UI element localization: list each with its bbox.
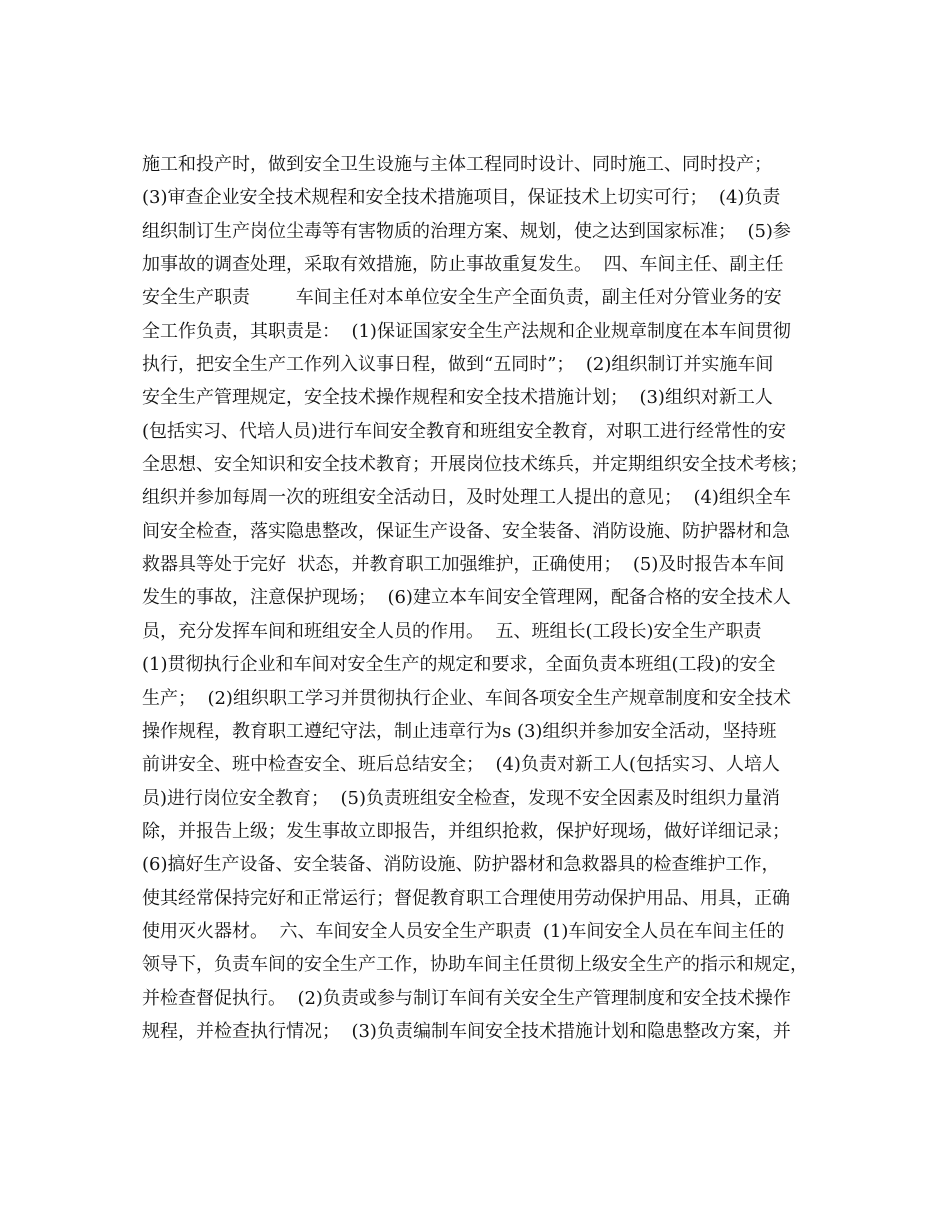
text-line-5: 安全生产职责 车间主任对本单位安全生产全面负责，副主任对分管业务的安 bbox=[142, 287, 782, 309]
text-line-26: 并检查督促执行。 (2)负责或参与制订车间有关安全生产管理制度和安全技术操作 bbox=[142, 987, 791, 1009]
text-line-2: (3)审查企业安全技术规程和安全技术措施项目，保证技术上切实可行； (4)负责 bbox=[142, 187, 781, 209]
body-text bbox=[142, 148, 822, 1048]
text-line-16: (1)贯彻执行企业和车间对安全生产的规定和要求，全面负责本班组(工段)的安全 bbox=[142, 654, 776, 676]
text-line-22: (6)搞好生产设备、安全装备、消防设施、防护器材和急救器具的检查维护工作， bbox=[142, 854, 780, 876]
text-line-9: (包括实习、代培人员)进行车间安全教育和班组安全教育，对职工进行经常性的安 bbox=[142, 420, 787, 442]
text-line-15: 员，充分发挥车间和班组安全人员的作用。 五、班组长(工段长)安全生产职责 bbox=[142, 620, 762, 642]
text-line-19: 前讲安全、班中检查安全、班后总结安全； (4)负责对新工人(包括实习、人培人 bbox=[142, 754, 780, 776]
text-line-1: 施工和投产时，做到安全卫生设施与主体工程同时设计、同时施工、同时投产； bbox=[142, 154, 772, 175]
text-line-11: 组织并参加每周一次的班组安全活动日，及时处理工人提出的意见； (4)组织全车 bbox=[142, 487, 791, 509]
text-line-8: 安全生产管理规定，安全技术操作规程和安全技术措施计划； (3)组织对新工人 bbox=[142, 387, 773, 409]
text-line-3: 组织制订生产岗位尘毒等有害物质的治理方案、规划，使之达到国家标准； (5)参 bbox=[142, 220, 791, 242]
text-line-24: 使用灭火器材。 六、车间安全人员安全生产职责 (1)车间安全人员在车间主任的 bbox=[142, 920, 785, 942]
text-line-7: 执行，把安全生产工作列入议事日程，做到“五同时”； (2)组织制订并实施车间 bbox=[142, 354, 774, 376]
text-line-25: 领导下，负责车间的安全生产工作，协助车间主任贯彻上级安全生产的指示和规定， bbox=[142, 954, 808, 976]
text-line-27: 规程，并检查执行情况； (3)负责编制车间安全技术措施计划和隐患整改方案，并 bbox=[142, 1020, 791, 1042]
text-line-10: 全思想、安全知识和安全技术教育；开展岗位技术练兵，并定期组织安全技术考核； bbox=[142, 454, 808, 476]
text-line-17: 生产； (2)组织职工学习并贯彻执行企业、车间各项安全生产规章制度和安全技术 bbox=[142, 687, 791, 709]
text-line-20: 员)进行岗位安全教育； (5)负责班组安全检查，发现不安全因素及时组织力量消 bbox=[142, 787, 780, 809]
text-line-12: 间安全检查，落实隐患整改，保证生产设备、安全装备、消防设施、防护器材和急 bbox=[142, 520, 790, 542]
text-line-6: 全工作负责，其职责是： (1)保证国家安全生产法规和企业规章制度在本车间贯彻 bbox=[142, 320, 791, 342]
text-line-13: 救器具等处于完好 状态，并教育职工加强维护，正确使用； (5)及时报告本车间 bbox=[142, 554, 785, 576]
text-line-23: 使其经常保持完好和正常运行；督促教育职工合理使用劳动保护用品、用具，正确 bbox=[142, 887, 790, 909]
text-line-18: 操作规程，教育职工遵纪守法，制止违章行为s (3)组织并参加安全活动，坚持班 bbox=[142, 720, 777, 742]
text-line-14: 发生的事故，注意保护现场； (6)建立本车间安全管理网，配备合格的安全技术人 bbox=[142, 587, 791, 609]
text-line-4: 加事故的调查处理，采取有效措施，防止事故重复发生。 四、车间主任、副主任 bbox=[142, 254, 784, 276]
text-line-21: 除，并报告上级；发生事故立即报告，并组织抢救，保护好现场，做好详细记录； bbox=[142, 820, 790, 842]
